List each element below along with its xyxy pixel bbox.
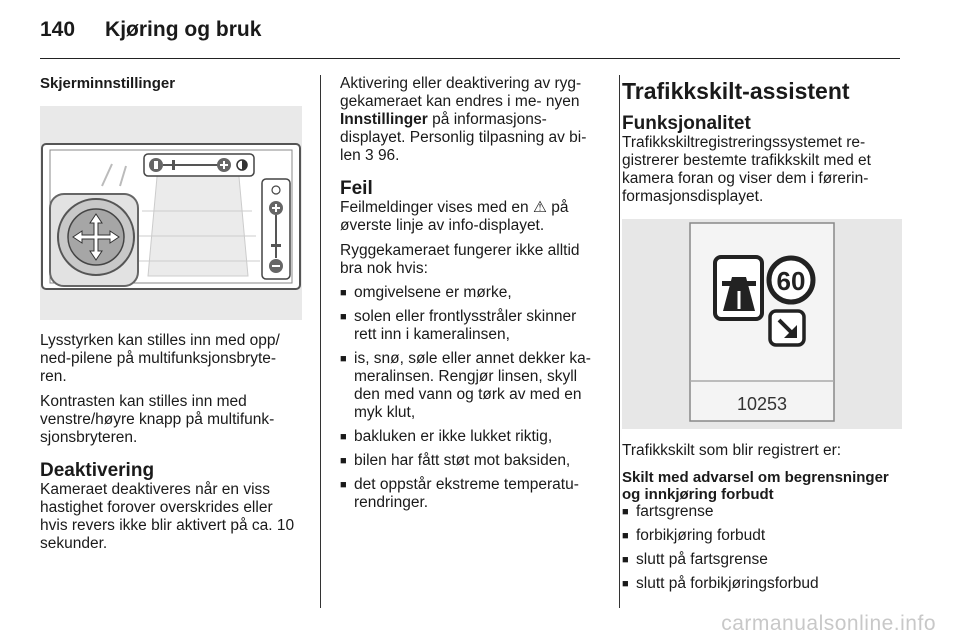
activation-text-a: Aktivering eller deaktivering av ryg- gekameraet kan endres i me- nyen bbox=[340, 75, 582, 110]
contrast-paragraph: Kontrasten kan stilles inn med venstre/høyre knapp på multifunk- sjonsbryteren. bbox=[40, 393, 275, 446]
list-item: ■ bilen har fått støt mot baksiden, bbox=[340, 452, 602, 470]
warning-triangle-icon: ⚠ bbox=[532, 199, 547, 216]
list-item: ■ bakluken er ikke lukket riktig, bbox=[340, 428, 602, 446]
traffic-sign-display-drawing bbox=[622, 219, 902, 429]
settings-menu-name: Innstillinger bbox=[340, 111, 428, 128]
list-item: ■ slutt på forbikjøringsforbud bbox=[622, 575, 904, 593]
column-1 bbox=[40, 75, 302, 553]
error-heading: Feil bbox=[340, 178, 373, 199]
list-item: ■ omgivelsene er mørke, bbox=[340, 284, 602, 302]
column-3 bbox=[622, 75, 904, 593]
list-item: ■ fartsgrense bbox=[622, 503, 904, 521]
page-number: 140 bbox=[40, 18, 76, 41]
deactivation-heading: Deaktivering bbox=[40, 460, 155, 481]
screen-settings-drawing bbox=[40, 106, 302, 320]
camera-limitations-list bbox=[340, 284, 602, 512]
deactivation-paragraph: Kameraet deaktiveres når en viss hastighet forover overskrides eller hvis revers ikke blir aktivert på ca. 10 sekunder. bbox=[40, 481, 295, 552]
column-divider-1 bbox=[320, 75, 321, 608]
page-header bbox=[40, 18, 261, 42]
activation-text-b: på informasjons- displayet. Personlig tilpasning av bi- len bbox=[340, 111, 587, 164]
column-2 bbox=[340, 75, 602, 512]
page-title: Kjøring og bruk bbox=[105, 18, 262, 41]
list-item: ■ det oppstår ekstreme temperatu- rendringer. bbox=[340, 476, 602, 512]
reference-page-link[interactable]: 96. bbox=[377, 147, 400, 164]
error-text-a: Feilmeldinger vises med en bbox=[340, 199, 529, 216]
column-divider-2 bbox=[619, 75, 620, 608]
list-item: ■ is, snø, søle eller annet dekker ka- meralinsen. Rengjør linsen, skyll den med vann og tørk av med en myk klut, bbox=[340, 350, 602, 422]
header-rule bbox=[40, 58, 900, 59]
section-heading-screen-settings: Skjerminnstillinger bbox=[40, 75, 176, 92]
signs-subheading: Skilt med advarsel om begrensninger og innkjøring forbudt bbox=[622, 469, 889, 503]
list-item: ■ slutt på fartsgrense bbox=[622, 551, 904, 569]
section-title-traffic-sign-assistant: Trafikkskilt-assistent bbox=[622, 78, 850, 104]
error-text-b: på øverste linje av info-displayet. bbox=[340, 199, 569, 234]
traffic-sign-display-illustration bbox=[622, 219, 902, 429]
reference-arrow-icon: 3 bbox=[365, 147, 374, 164]
image-code: 10253 bbox=[736, 394, 788, 414]
list-item: ■ solen eller frontlysstråler skinner rett inn i kameralinsen, bbox=[340, 308, 602, 344]
registered-signs-list bbox=[622, 503, 904, 593]
error-paragraph bbox=[340, 199, 602, 235]
screen-settings-illustration bbox=[40, 106, 302, 320]
camera-limitations-paragraph: Ryggekameraet fungerer ikke alltid bra nok hvis: bbox=[340, 242, 580, 277]
watermark: carmanualsonline.info bbox=[721, 612, 936, 635]
registered-signs-intro: Trafikkskilt som blir registrert er: bbox=[622, 442, 842, 459]
brightness-paragraph: Lysstyrken kan stilles inn med opp/ ned-pilene på multifunksjonsbryte- ren. bbox=[40, 332, 280, 385]
activation-paragraph bbox=[340, 75, 602, 165]
functionality-heading: Funksjonalitet bbox=[622, 113, 751, 134]
list-item: ■ forbikjøring forbudt bbox=[622, 527, 904, 545]
speed-limit-value: 60 bbox=[776, 266, 806, 296]
functionality-paragraph: Trafikkskiltregistreringssystemet re- gistrerer bestemte trafikkskilt med et kamera foran og viser dem i førerin- formasjonsdisplayet. bbox=[622, 134, 871, 205]
